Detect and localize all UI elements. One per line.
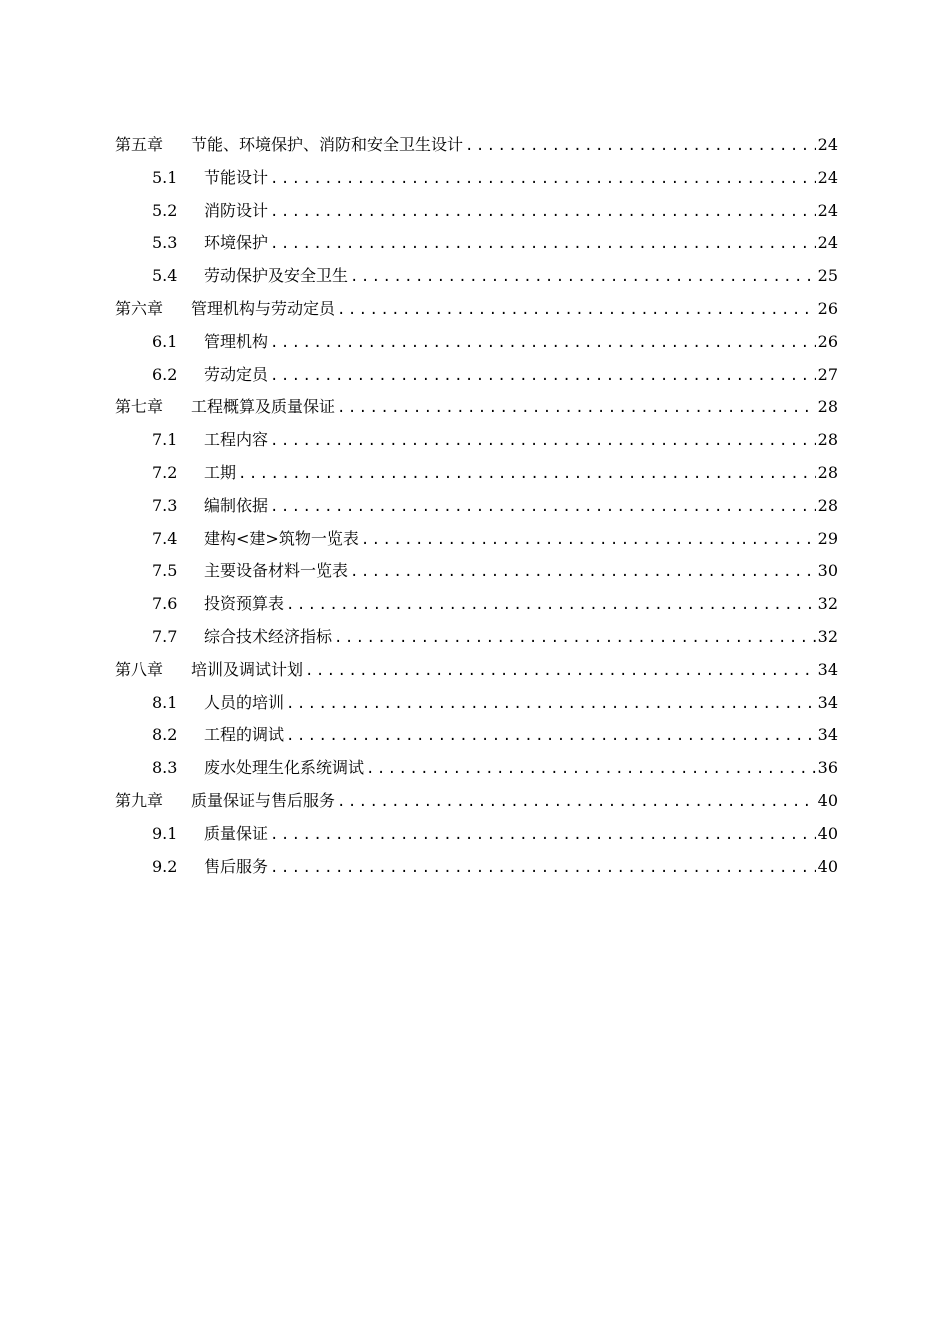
toc-section-entry[interactable] — [115, 523, 838, 556]
toc-entry-number: 9.1 — [152, 823, 178, 843]
toc-entry-title: 工程的调试 — [204, 725, 285, 745]
toc-dot-leader — [270, 491, 816, 524]
toc-entry-page-number: 24 — [817, 135, 838, 154]
toc-section-entry[interactable] — [115, 719, 838, 752]
toc-entry-page-number: 34 — [817, 725, 838, 745]
toc-entry-title: 人员的培训 — [204, 692, 285, 712]
toc-dot-leader — [270, 852, 816, 885]
toc-chapter-entry[interactable] — [115, 293, 838, 326]
toc-entry-page-number: 24 — [817, 167, 838, 187]
toc-entry-page-number: 40 — [817, 856, 838, 876]
toc-dot-leader — [366, 753, 816, 786]
toc-entry-page-number: 29 — [817, 528, 838, 548]
toc-dot-leader — [238, 458, 816, 491]
toc-entry-page-number: 27 — [817, 364, 838, 384]
toc-dot-leader — [350, 261, 816, 294]
toc-dot-leader — [270, 360, 816, 393]
toc-section-entry[interactable] — [115, 457, 838, 490]
toc-section-entry[interactable] — [115, 851, 838, 884]
toc-entry-number: 8.1 — [152, 692, 178, 712]
toc-dot-leader — [270, 327, 816, 360]
toc-section-entry[interactable] — [115, 555, 838, 588]
toc-dot-leader — [286, 720, 816, 753]
toc-entry-title: 培训及调试计划 — [191, 659, 304, 679]
toc-entry-number: 第九章 — [115, 790, 164, 810]
toc-entry-title: 工期 — [204, 462, 237, 482]
toc-entry-title: 综合技术经济指标 — [204, 626, 333, 646]
toc-entry-number: 5.3 — [152, 233, 178, 253]
toc-entry-title: 工程概算及质量保证 — [191, 397, 336, 417]
toc-section-entry[interactable] — [115, 752, 838, 785]
toc-entry-number: 5.2 — [152, 200, 178, 220]
toc-dot-leader — [286, 688, 816, 721]
toc-dot-leader — [286, 589, 816, 622]
toc-entry-page-number: 40 — [817, 790, 838, 810]
toc-entry-page-number: 28 — [817, 462, 838, 482]
table-of-contents — [115, 129, 838, 883]
toc-chapter-entry[interactable] — [115, 785, 838, 818]
toc-entry-number: 7.1 — [152, 430, 178, 450]
toc-entry-title: 工程内容 — [204, 430, 269, 450]
toc-entry-title: 主要设备材料一览表 — [204, 561, 349, 581]
toc-entry-number: 8.3 — [152, 758, 178, 778]
toc-section-entry[interactable] — [115, 195, 838, 228]
toc-dot-leader — [305, 655, 816, 688]
toc-chapter-entry[interactable] — [115, 129, 838, 162]
toc-section-entry[interactable] — [115, 687, 838, 720]
toc-entry-number: 8.2 — [152, 725, 178, 745]
toc-entry-title: 劳动定员 — [204, 364, 269, 384]
toc-entry-number: 第五章 — [115, 135, 164, 154]
toc-entry-page-number: 34 — [817, 692, 838, 712]
toc-dot-leader — [270, 196, 816, 229]
toc-dot-leader — [361, 524, 816, 557]
toc-entry-page-number: 26 — [817, 331, 838, 351]
toc-section-entry[interactable] — [115, 490, 838, 523]
toc-entry-number: 9.2 — [152, 856, 178, 876]
toc-dot-leader — [270, 163, 816, 196]
toc-section-entry[interactable] — [115, 818, 838, 851]
toc-entry-number: 第八章 — [115, 659, 164, 679]
toc-dot-leader — [270, 228, 816, 261]
toc-dot-leader — [334, 622, 816, 655]
toc-entry-page-number: 26 — [817, 298, 838, 318]
toc-entry-title: 消防设计 — [204, 200, 269, 220]
toc-section-entry[interactable] — [115, 588, 838, 621]
toc-section-entry[interactable] — [115, 424, 838, 457]
toc-dot-leader — [337, 294, 816, 327]
toc-dot-leader — [337, 786, 816, 819]
toc-section-entry[interactable] — [115, 162, 838, 195]
toc-entry-page-number: 36 — [817, 758, 838, 778]
toc-dot-leader — [270, 819, 816, 852]
toc-dot-leader — [465, 130, 816, 163]
toc-dot-leader — [337, 392, 816, 425]
toc-entry-number: 5.4 — [152, 266, 178, 286]
toc-entry-title: 管理机构与劳动定员 — [191, 298, 336, 318]
toc-entry-page-number: 24 — [817, 233, 838, 253]
toc-entry-page-number: 34 — [817, 659, 838, 679]
toc-entry-title: 编制依据 — [204, 495, 269, 515]
toc-dot-leader — [350, 556, 816, 589]
toc-entry-page-number: 28 — [817, 397, 838, 417]
toc-entry-page-number: 32 — [817, 626, 838, 646]
toc-entry-number: 7.7 — [152, 626, 178, 646]
toc-entry-number: 第七章 — [115, 397, 164, 417]
toc-section-entry[interactable] — [115, 326, 838, 359]
toc-entry-title: 质量保证 — [204, 823, 269, 843]
toc-entry-title: 投资预算表 — [204, 594, 285, 614]
toc-entry-title: 节能设计 — [204, 167, 269, 187]
toc-section-entry[interactable] — [115, 621, 838, 654]
toc-entry-page-number: 30 — [817, 561, 838, 581]
toc-entry-title: 劳动保护及安全卫生 — [204, 266, 349, 286]
toc-section-entry[interactable] — [115, 359, 838, 392]
toc-entry-number: 7.4 — [152, 528, 178, 548]
toc-entry-number: 6.1 — [152, 331, 178, 351]
toc-entry-number: 5.1 — [152, 167, 178, 187]
toc-dot-leader — [270, 425, 816, 458]
toc-entry-title: 环境保护 — [204, 233, 269, 253]
toc-entry-page-number: 25 — [817, 266, 838, 286]
toc-entry-number: 7.3 — [152, 495, 178, 515]
toc-entry-page-number: 24 — [817, 200, 838, 220]
toc-entry-page-number: 32 — [817, 594, 838, 614]
toc-entry-title: 质量保证与售后服务 — [191, 790, 336, 810]
toc-entry-title: 废水处理生化系统调试 — [204, 758, 365, 778]
toc-entry-number: 6.2 — [152, 364, 178, 384]
toc-chapter-entry[interactable] — [115, 391, 838, 424]
toc-chapter-entry[interactable] — [115, 654, 838, 687]
toc-entry-number: 第六章 — [115, 298, 164, 318]
toc-entry-title: 管理机构 — [204, 331, 269, 351]
toc-section-entry[interactable] — [115, 260, 838, 293]
toc-entry-title: 节能、环境保护、消防和安全卫生设计 — [191, 135, 464, 154]
toc-entry-number: 7.5 — [152, 561, 178, 581]
toc-entry-title: 建构<建>筑物一览表 — [204, 528, 359, 548]
toc-entry-page-number: 28 — [817, 430, 838, 450]
toc-entry-page-number: 28 — [817, 495, 838, 515]
toc-section-entry[interactable] — [115, 227, 838, 260]
toc-entry-number: 7.6 — [152, 594, 178, 614]
toc-entry-page-number: 40 — [817, 823, 838, 843]
toc-entry-number: 7.2 — [152, 462, 178, 482]
toc-entry-title: 售后服务 — [204, 856, 269, 876]
